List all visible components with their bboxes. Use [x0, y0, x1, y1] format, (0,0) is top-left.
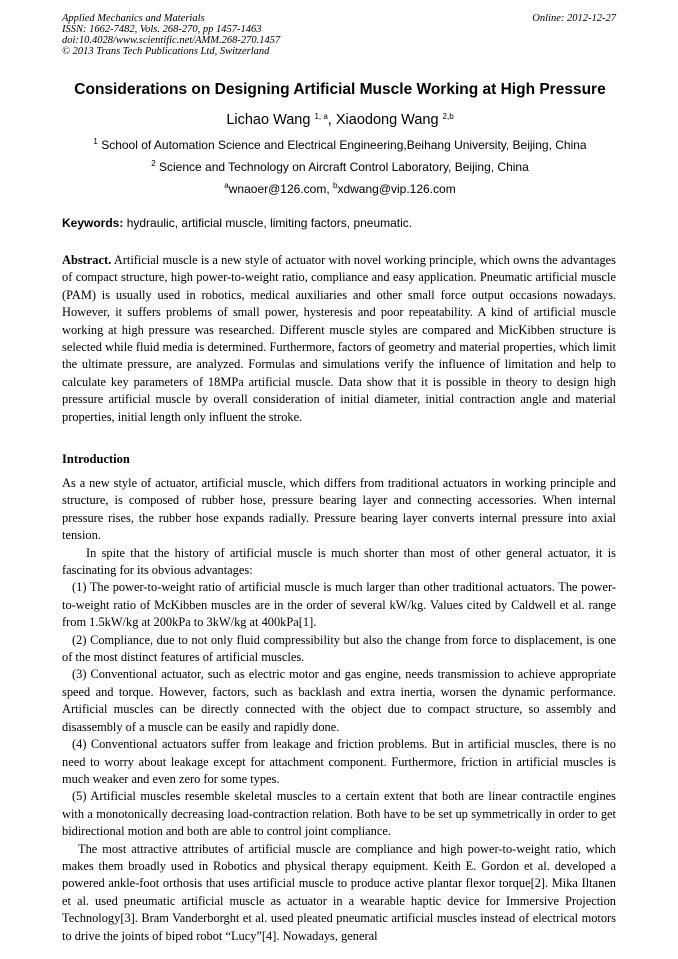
affiliation-1	[40, 138, 640, 152]
abstract-text: Artificial muscle is a new style of actuator with novel working principle, which owns the advantages of compact structure, high power-to-weight ratio, compliance and easy application. Pneumatic artificial muscle (PAM) is usually used in robotics, medical auxiliaries and other small force output occasions nowadays. However, it suffers problems of small power, hysteresis and poor repeatability. A kind of artificial muscle working at high pressure was researched. Different muscle styles are compared and MicKibben structure is selected while fluid media is determined. Furthermore, factors of geometry and material properties, which limit the ultimate pressure, are analyzed. Formulas and simulations verify the influence of limitation and help to calculate key parameters of 18MPa artificial muscle. Data show that it is possible in theory to design high pressure artificial muscle by overall consideration of initial diameter, initial contraction angle and material properties, initial length only influent the stroke.	[62, 253, 616, 424]
affiliation-num: 2	[151, 159, 156, 168]
section-heading-introduction: Introduction	[62, 452, 130, 466]
abstract	[62, 252, 616, 426]
journal-name: Applied Mechanics and Materials	[62, 13, 205, 24]
keywords-text: hydraulic, artificial muscle, limiting factors, pneumatic.	[126, 216, 413, 230]
keywords-label: Keywords:	[62, 216, 124, 230]
author-list	[40, 112, 640, 128]
affiliation-text: Science and Technology on Aircraft Control Laboratory, Beijing, China	[159, 160, 529, 174]
abstract-label: Abstract.	[62, 253, 112, 267]
email-sup: b	[333, 181, 338, 190]
online-date: Online: 2012-12-27	[532, 13, 616, 24]
author-sup: 2,b	[442, 112, 454, 121]
email-address: xdwang@vip.126.com	[337, 182, 456, 196]
copyright-line: © 2013 Trans Tech Publications Ltd, Switzerland	[62, 46, 270, 57]
author-name: Lichao Wang	[226, 112, 311, 128]
affiliation-num: 1	[93, 137, 98, 146]
author-separator: ,	[327, 112, 336, 128]
paper-title: Considerations on Designing Artificial Muscle Working at High Pressure	[74, 81, 606, 98]
paragraph: The most attractive attributes of artificial muscle are compliance and high power-to-weight ratio, which makes them broadly used in Robotics and physical therapy equipment. Keith E. Gordon et al. developed a powered ankle-foot orthosis that uses artificial muscle to produce active plantar flexor torque[2]. Mika Iltanen et al. used pneumatic artificial muscle as actuator in a wearable haptic device for Immersive Projection Technology[3]. Bram Vanderborght et al. used pleated pneumatic artificial muscles instead of electrical motors to drive the joints of biped robot “Lucy”[4]. Nowadays, general	[62, 841, 616, 943]
affiliation-2	[40, 160, 640, 174]
email-sup: a	[224, 181, 229, 190]
keywords	[62, 216, 616, 230]
introduction-body	[62, 475, 616, 945]
paragraph: (3) Conventional actuator, such as electric motor and gas engine, needs transmission to achieve appropriate speed and torque. However, factors, such as backlash and extra inertia, worsen the dynamic performance. Artificial muscles can be directly connected with the object due to compact structure, so assembly and disassembly of a muscle can be easily and rapidly done.	[62, 667, 616, 734]
paragraph: (1) The power-to-weight ratio of artificial muscle is much larger than other traditional actuators. The power-to-weight ratio of McKibben muscles are in the order of several kW/kg. Values cited by Caldwell et al. range from 1.5kW/kg at 200kPa to 3kW/kg at 400kPa[1].	[62, 580, 616, 630]
paragraph: In spite that the history of artificial muscle is much shorter than most of other general actuator, it is fascinating for its obvious advantages:	[62, 545, 616, 578]
paragraph: (2) Compliance, due to not only fluid compressibility but also the change from force to displacement, is one of the most distinct features of artificial muscles.	[62, 632, 616, 665]
paragraph: As a new style of actuator, artificial muscle, which differs from traditional actuators in working principle and structure, is composed of rubber hose, pressure bearing layer and connecting accessories. When internal pressure rises, the rubber hose expands radially. Pressure bearing layer converts internal pressure into axial tension.	[62, 476, 616, 543]
author-name: Xiaodong Wang	[335, 112, 439, 128]
journal-header	[62, 13, 616, 57]
paragraph: (4) Conventional actuators suffer from leakage and friction problems. But in artificial muscles, there is no need to worry about leakage except for attachment component. Furthermore, friction in artificial muscles is much weaker and even zero for some types.	[62, 737, 616, 786]
paragraph: (5) Artificial muscles resemble skeletal muscles to a certain extent that both are linear contractile engines with a monotonically decreasing load-contraction relation. Both have to be set up symmetrically in order to get bidirectional motion and both are able to control joint compliance.	[62, 789, 616, 839]
doi-line: doi:10.4028/www.scientific.net/AMM.268-270.1457	[62, 35, 281, 46]
author-emails	[40, 182, 640, 196]
author-sup: 1, a	[314, 112, 328, 121]
affiliation-text: School of Automation Science and Electrical Engineering,Beihang University, Beijing, China	[101, 138, 587, 152]
issn-line: ISSN: 1662-7482, Vols. 268-270, pp 1457-1463	[62, 24, 262, 35]
email-address: wnaoer@126.com,	[228, 182, 330, 196]
